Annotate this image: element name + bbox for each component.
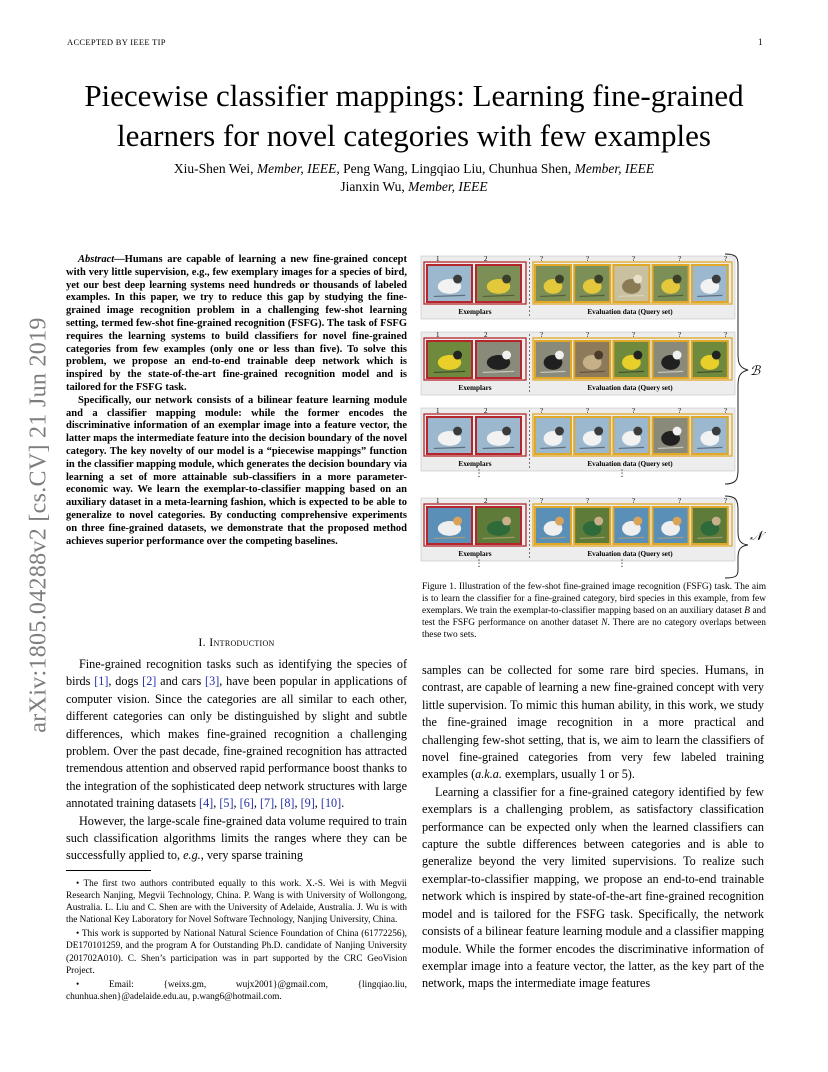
query-mark: ?	[586, 497, 590, 505]
abstract	[66, 254, 407, 548]
query-mark: ?	[678, 331, 682, 339]
exemplar-number: 2	[484, 497, 488, 505]
query-mark: ?	[632, 497, 636, 505]
bird-head	[453, 275, 462, 284]
query-mark: ?	[586, 255, 590, 263]
query-set-label: Evaluation data (Query set)	[587, 308, 673, 316]
bird-head	[594, 427, 603, 436]
bird-head	[594, 351, 603, 360]
exemplars-label: Exemplars	[458, 460, 492, 468]
bird-head	[673, 427, 682, 436]
bird-head	[555, 427, 564, 436]
citation-link[interactable]: [7]	[259, 796, 275, 811]
bird-head	[502, 275, 511, 284]
abstract-label: Abstract	[78, 254, 115, 265]
query-set-label: Evaluation data (Query set)	[587, 550, 673, 558]
query-mark: ?	[724, 331, 728, 339]
abstract-p1: —Humans are capable of learning a new fine-grained concept with very little supervision, e.g., few exemplary images for a species of bird, yet our best deep learning systems need hundreds or thousands of labeled examples. In this paper, we try to reduce this gap by studying the fine-grained image recognition problem in a challenging few-shot learning setting, termed few-shot fine-grained recognition (FSFG). The task of FSFG requires the learning systems to build classifiers for novel fine-grained categories from few examples (only one or less than five). To solve this problem, we propose an end-to-end trainable deep network which is inspired by the state-of-the-art fine-grained recognition model and is tailored for the FSFG task.	[66, 254, 407, 393]
query-mark: ?	[678, 407, 682, 415]
bird-head	[712, 275, 721, 284]
citation-link[interactable]: [10]	[320, 796, 342, 811]
arxiv-stamp	[10, 290, 68, 760]
intro-p1: Fine-grained recognition tasks such as identifying the species of birds [1], dogs [2] and cars [3], have been popular in applications of computer vision. Since the categories are all similar to each other, different categories can only be distinguished by slight and subtle differences, which makes fine-grained recognition a challenging problem. Over the past decade, fine-grained recognition has attracted tremendous attention and observed rapid performance boost thanks to the integration of the sophisticated deep network structures with large annotated training datasets [4], [5], [6], [7], [8], [9], [10].	[66, 657, 408, 811]
exemplar-number: 1	[436, 331, 440, 339]
query-mark: ?	[540, 407, 544, 415]
bird-head	[453, 351, 462, 360]
bird-head	[633, 517, 642, 526]
query-mark: ?	[632, 407, 636, 415]
citation-link[interactable]: [4]	[199, 796, 214, 811]
citation-link[interactable]: [1]	[94, 674, 109, 689]
bird-head	[502, 427, 511, 436]
query-mark: ?	[724, 407, 728, 415]
query-mark: ?	[678, 255, 682, 263]
set-N-label: 𝒩	[750, 528, 763, 543]
bird-head	[673, 275, 682, 284]
query-mark: ?	[540, 255, 544, 263]
running-header: ACCEPTED BY IEEE TIP	[67, 37, 166, 47]
footnote: • Email: {weixs.gm, wujx2001}@gmail.com, {lingqiao.liu, chunhua.shen}@adelaide.edu.au, p.wang6@hotmail.com.	[66, 979, 407, 1002]
query-set-label: Evaluation data (Query set)	[587, 460, 673, 468]
bird-head	[594, 517, 603, 526]
bird-head	[633, 427, 642, 436]
author-line-1: Xiu-Shen Wei, Member, IEEE, Peng Wang, Lingqiao Liu, Chunhua Shen, Member, IEEE	[173, 161, 655, 176]
figure-caption: Figure 1. Illustration of the few-shot fine-grained image recognition (FSFG) task. The aim is to learn the classifier for a fine-grained category, bird species in this example, from few exemplars. We train the exemplar-to-classifier mapping based on an auxiliary dataset B and test the FSFG performance on another dataset N. There are no category overlaps between these two sets.	[422, 582, 766, 641]
query-mark: ?	[540, 497, 544, 505]
intro-p4: Learning a classifier for a fine-grained category identified by few exemplars is a challenging problem, as satisfactory classification performance can be expected only when the learned classifiers can capture the subtle differences between categories and is able to generalize beyond the very limited supervisions. To realize such exemplar-to-classifier mapping, we propose an end-to-end trainable network which is inspired by state-of-the-art fine-grained recognition model and is tailored for the FSFG task. Specifically, the network consists of a bilinear feature learning module and a classifier mapping module. While the former encodes the discriminative information of exemplar image into a feature vector, the latter, as the key part of the network, maps the intermediate image features	[422, 784, 764, 991]
query-mark: ?	[632, 255, 636, 263]
section-title: Introduction	[209, 635, 275, 649]
page-number: 1	[758, 37, 763, 47]
intro-left-column	[66, 656, 407, 865]
bird-head	[502, 517, 511, 526]
ellipsis: ⋮	[617, 469, 627, 479]
bird-head	[502, 351, 511, 360]
query-mark: ?	[586, 407, 590, 415]
ellipsis: ⋮	[617, 559, 627, 569]
intro-p2: However, the large-scale fine-grained data volume required to train such classification algorithms limits the ranges where they can be successfully applied to, e.g., very sparse training	[66, 813, 407, 863]
footnote-rule	[66, 870, 151, 871]
bird-head	[712, 427, 721, 436]
exemplar-number: 1	[436, 497, 440, 505]
abstract-p2: Specifically, our network consists of a bilinear feature learning module and a classifier mapping module: while the former encodes the discriminative information of an exemplar image into a feature vector, the latter maps the intermediate feature into the decision boundary of the novel category. The key novelty of our model is a “piecewise mappings” function in the classifier mapping module, which generates the decision boundary via learning a set of more attainable sub-classifiers in a more parameter-economic way. We learn the exemplar-to-classifier mapping based on an auxiliary dataset in a meta-learning fashion, which is expected to be able to generalize to novel categories. By conducting comprehensive experiments on three fine-grained datasets, we demonstrate that the proposed method achieves superior performance over the competing baselines.	[66, 394, 407, 547]
ellipsis: ⋮	[474, 469, 484, 479]
citation-link[interactable]: [3]	[205, 674, 220, 689]
query-mark: ?	[632, 331, 636, 339]
bird-head	[594, 275, 603, 284]
bird-head	[633, 275, 642, 284]
citation-link[interactable]: [6]	[239, 796, 254, 811]
query-mark: ?	[586, 331, 590, 339]
citation-link[interactable]: [2]	[142, 674, 157, 689]
intro-right-column	[422, 662, 764, 993]
citation-link[interactable]: [9]	[300, 796, 315, 811]
bird-head	[633, 351, 642, 360]
bird-head	[712, 517, 721, 526]
set-B-label: ℬ	[750, 363, 761, 378]
exemplar-number: 2	[484, 407, 488, 415]
section-number: I.	[198, 635, 206, 649]
query-set-label: Evaluation data (Query set)	[587, 384, 673, 392]
bird-head	[453, 427, 462, 436]
exemplar-number: 2	[484, 255, 488, 263]
footnote: • This work is supported by National Natural Science Foundation of China (61772256), DE170101259, and the program A for Outstanding Ph.D. candidate of Nanjing University (201702A010). C. Shen’s participation was in part supported by the CRC GeoVision Project.	[66, 929, 408, 976]
bird-head	[673, 517, 682, 526]
exemplar-number: 1	[436, 407, 440, 415]
bird-head	[712, 351, 721, 360]
bird-head	[555, 517, 564, 526]
exemplars-label: Exemplars	[458, 384, 492, 392]
bird-head	[555, 275, 564, 284]
query-mark: ?	[724, 255, 728, 263]
footnotes	[66, 878, 407, 1005]
exemplars-label: Exemplars	[458, 308, 492, 316]
query-mark: ?	[678, 497, 682, 505]
section-heading	[66, 635, 407, 650]
paper-title: Piecewise classifier mappings: Learning fine-grained learners for novel categories with few examples	[84, 78, 744, 153]
citation-link[interactable]: [8]	[280, 796, 295, 811]
author-list	[60, 160, 768, 196]
author-line-2: Jianxin Wu, Member, IEEE	[340, 179, 488, 194]
bird-head	[453, 517, 462, 526]
intro-p3: samples can be collected for some rare bird species. Humans, in contrast, are capable of learning a new fine-grained concept with very little supervision. To mimic this human ability, in this work, we study the fine-grained image recognition in a more practical and challenging few-shot setting, that is, we aim to learn the classifiers of novel fine-grained categories from very few labeled training examples (a.k.a. exemplars, usually 1 or 5).	[422, 663, 764, 782]
figure-1	[420, 248, 772, 580]
footnote: • The first two authors contributed equally to this work. X.-S. Wei is with Megvii Research Nanjing, Megvii Technology, China. P. Wang is with University of Wollongong, Australia. L. Liu and C. Shen are with the University of Adelaide, Australia. J. Wu is with the National Key Laboratory for Novel Software Technology, Nanjing University, China.	[66, 879, 407, 926]
bird-head	[555, 351, 564, 360]
query-mark: ?	[540, 331, 544, 339]
exemplars-label: Exemplars	[458, 550, 492, 558]
exemplar-number: 1	[436, 255, 440, 263]
query-mark: ?	[724, 497, 728, 505]
ellipsis: ⋮	[474, 559, 484, 569]
citation-link[interactable]: [5]	[219, 796, 234, 811]
arxiv-id: arXiv:1805.04288v2 [cs.CV] 21 Jun 2019	[25, 317, 52, 733]
bird-head	[673, 351, 682, 360]
exemplar-number: 2	[484, 331, 488, 339]
